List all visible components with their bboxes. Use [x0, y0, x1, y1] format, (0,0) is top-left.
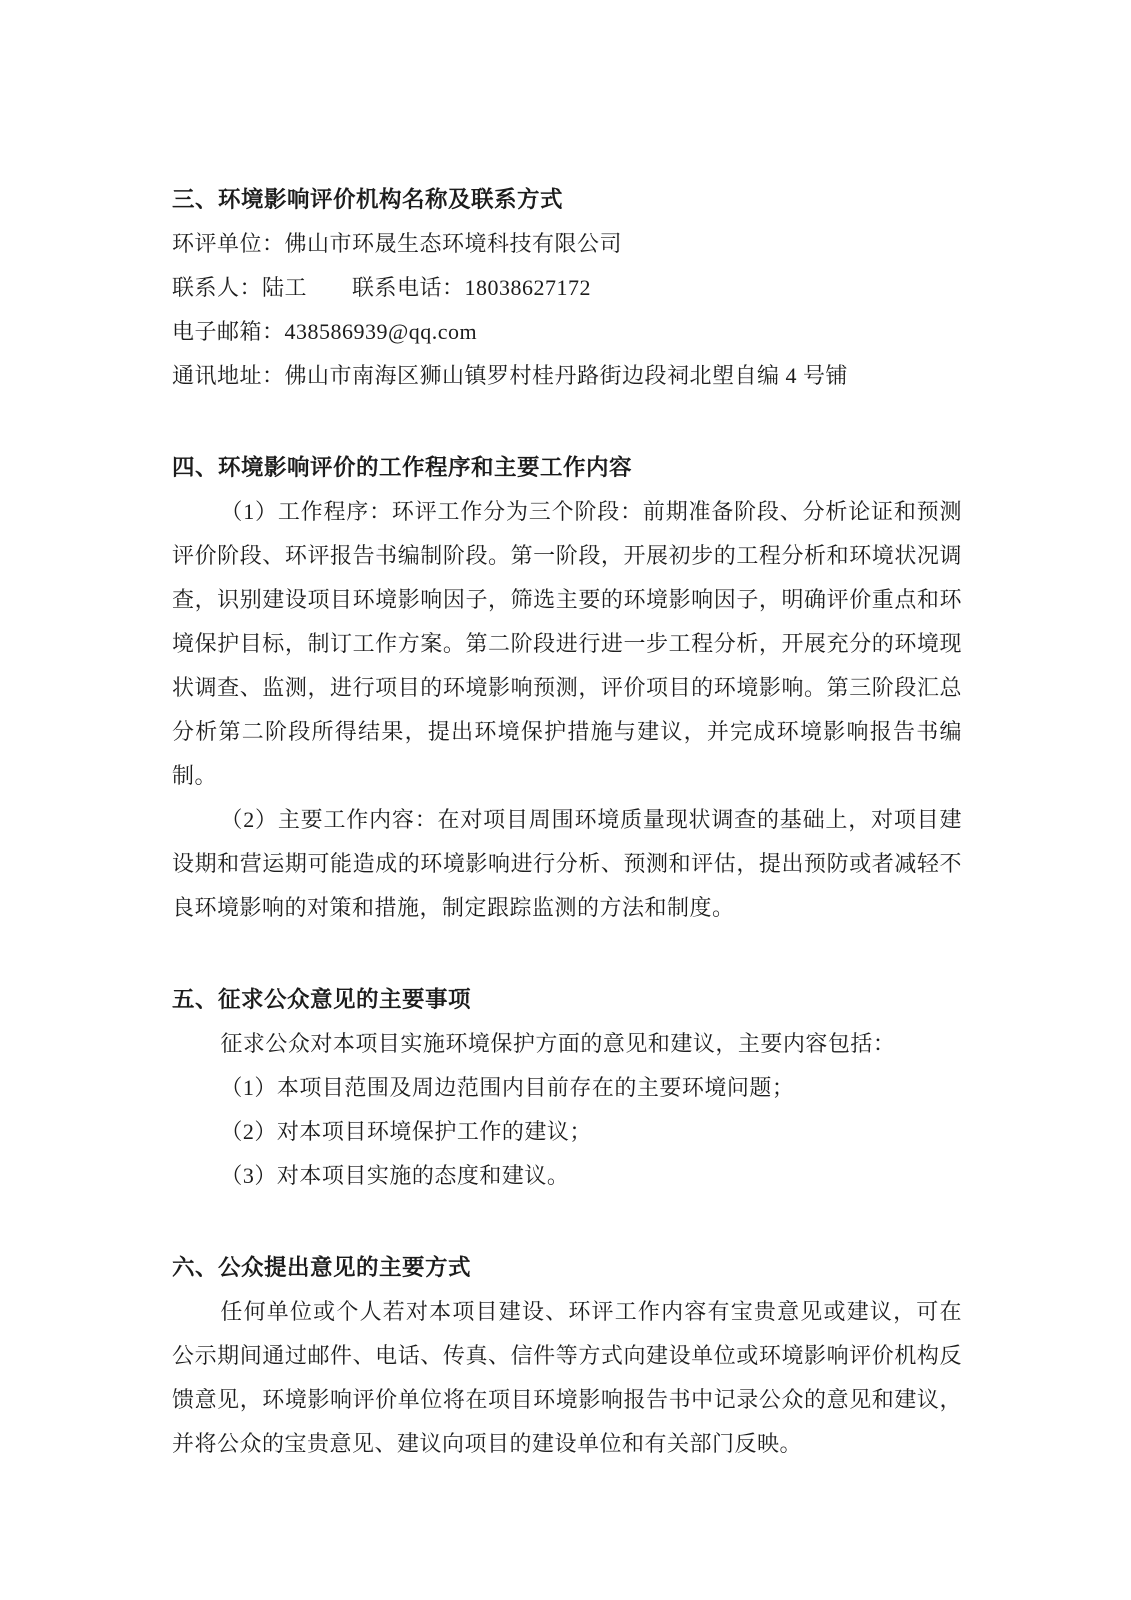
- paragraph-main-work-content: （2）主要工作内容：在对项目周围环境质量现状调查的基础上，对项目建设期和营运期可能造成的环境影响进行分析、预测和评估，提出预防或者减轻不良环境影响的对策和措施，制定跟踪监测的方法和制度。: [172, 807, 962, 920]
- section-heading-agency-contact: 三、环境影响评价机构名称及联系方式: [172, 187, 564, 212]
- section-heading-work-procedure: 四、环境影响评价的工作程序和主要工作内容: [172, 455, 633, 480]
- opinion-list-item-1: （1）本项目范围及周边范围内目前存在的主要环境问题；: [220, 1075, 795, 1100]
- contact-line-person-phone: 联系人：陆工 联系电话：18038627172: [172, 275, 592, 300]
- section-heading-public-opinion-items: 五、征求公众意见的主要事项: [172, 987, 472, 1012]
- opinion-list-item-2: （2）对本项目环境保护工作的建议；: [220, 1119, 592, 1144]
- opinion-list-item-3: （3）对本项目实施的态度和建议。: [220, 1163, 570, 1188]
- contact-line-address: 通讯地址：佛山市南海区狮山镇罗村桂丹路街边段祠北塱自编 4 号铺: [172, 363, 849, 388]
- section-feedback-methods: [172, 1246, 962, 1466]
- paragraph-opinion-intro: 征求公众对本项目实施环境保护方面的意见和建议，主要内容包括：: [220, 1031, 896, 1056]
- section-heading-feedback-methods: 六、公众提出意见的主要方式: [172, 1255, 472, 1280]
- contact-line-email: 电子邮箱：438586939@qq.com: [172, 319, 478, 344]
- contact-line-eia-unit: 环评单位：佛山市环晟生态环境科技有限公司: [172, 231, 623, 256]
- paragraph-feedback-methods: 任何单位或个人若对本项目建设、环评工作内容有宝贵意见或建议，可在公示期间通过邮件、电话、传真、信件等方式向建设单位或环境影响评价机构反馈意见，环境影响评价单位将在项目环境影响报告书中记录公众的意见和建议，并将公众的宝贵意见、建议向项目的建设单位和有关部门反映。: [172, 1299, 962, 1456]
- section-eia-agency-contact: [172, 178, 962, 398]
- section-work-procedure: [172, 446, 962, 930]
- section-public-opinion-items: [172, 978, 962, 1198]
- paragraph-work-procedure: （1）工作程序：环评工作分为三个阶段：前期准备阶段、分析论证和预测评价阶段、环评报告书编制阶段。第一阶段，开展初步的工程分析和环境状况调查，识别建设项目环境影响因子，筛选主要的环境影响因子，明确评价重点和环境保护目标，制订工作方案。第二阶段进行进一步工程分析，开展充分的环境现状调查、监测，进行项目的环境影响预测，评价项目的环境影响。第三阶段汇总分析第二阶段所得结果，提出环境保护措施与建议，并完成环境影响报告书编制。: [172, 499, 962, 788]
